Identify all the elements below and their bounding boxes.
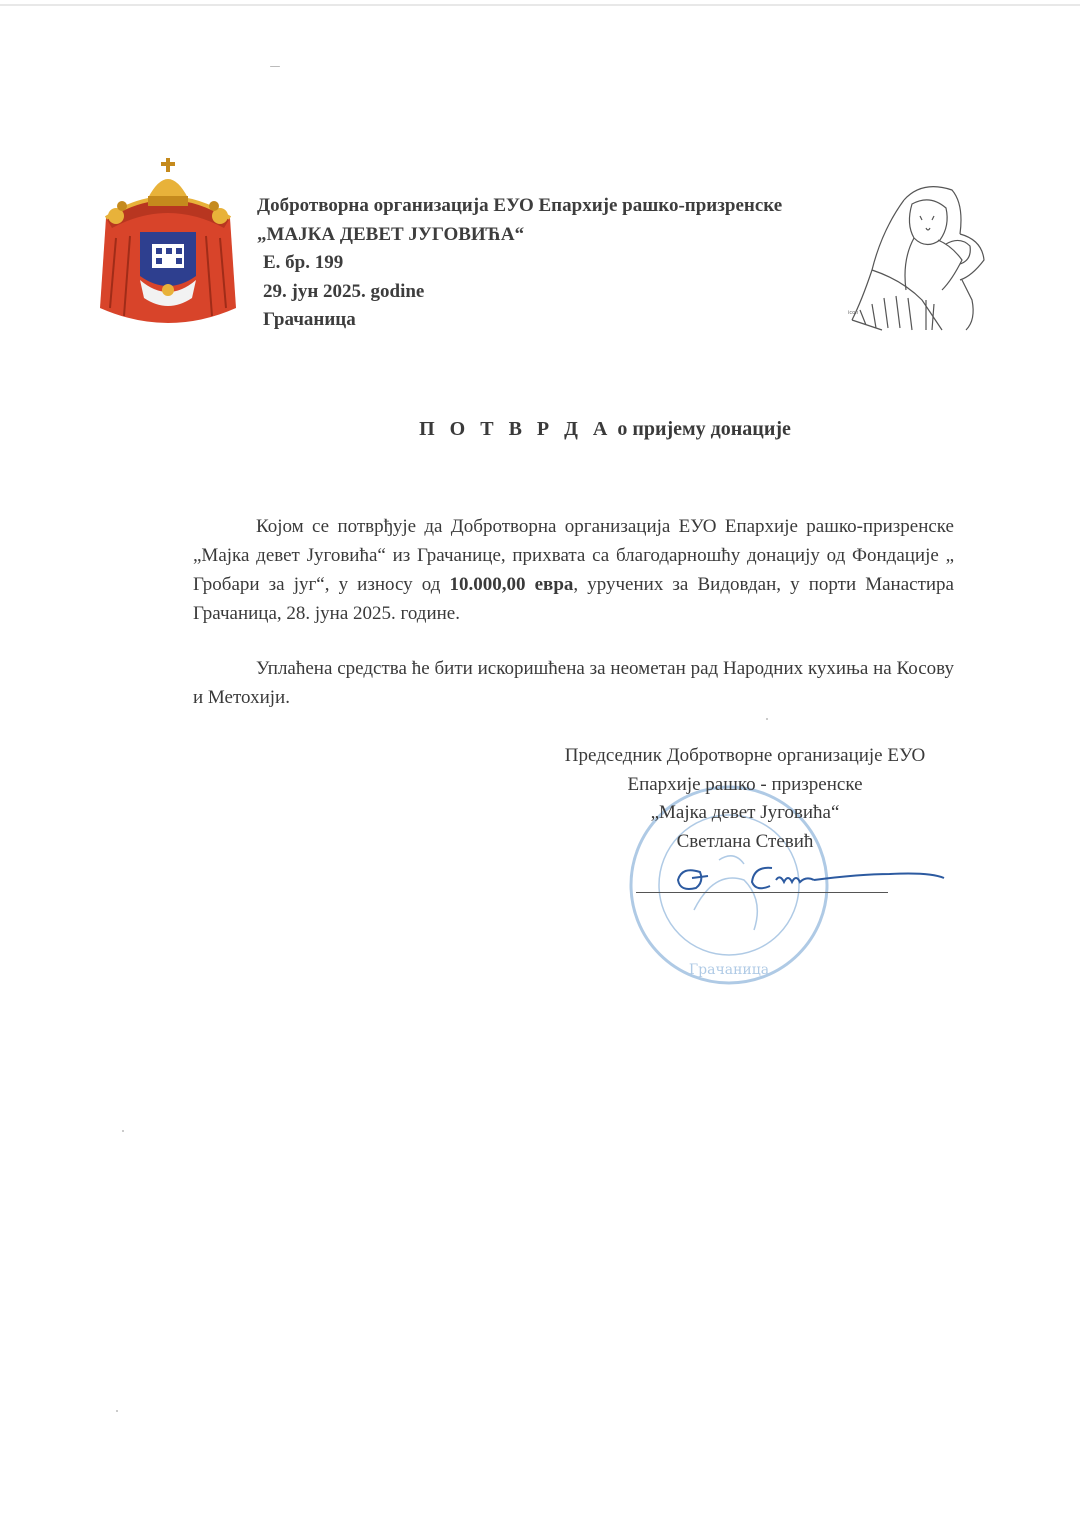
signatory-title-1: Председник Добротворне организације ЕУО: [564, 745, 926, 766]
reference-number: Е. бр. 199: [263, 252, 344, 273]
body-paragraph-1: [193, 512, 954, 628]
org-line: Добротворна организација ЕУО Епархије рашко-призренске: [257, 195, 783, 216]
title-spaced-word: П О Т В Р Д А: [419, 418, 613, 440]
para1-text-a: Којом се потврђује да Добротворна организација ЕУО Епархије рашко-призренске „Мајка девет Југовића“ из Грачанице, прихвата са благодарношћу донацију од Фондације „ Гробари за југ“, у износу од: [193, 516, 954, 595]
mother-and-child-drawing: [842, 180, 992, 332]
document-place: Грачаница: [263, 309, 356, 330]
diocese-crest-logo: [96, 158, 240, 334]
scan-speck: [270, 66, 280, 67]
svg-text:icon: icon: [848, 310, 859, 316]
stamp-text: Грачаница: [688, 962, 770, 978]
signatory-title-3: „Мајка девет Југовића“: [650, 802, 840, 823]
signatory-name: Светлана Стевић: [676, 830, 814, 852]
scan-edge-top: [0, 4, 1080, 6]
org-name: „МАЈКА ДЕВЕТ ЈУГОВИЋА“: [257, 223, 525, 245]
signature-block: [500, 742, 990, 856]
scan-speck: [766, 718, 768, 720]
scan-speck: [122, 1130, 124, 1132]
handwritten-signature: [630, 852, 950, 902]
para1-text-b: , уручених за Видовдан, у порти Манастира Грачаница, 28. јуна 2025. године.: [193, 574, 954, 624]
title-rest: о пријему донације: [612, 418, 791, 440]
document-date: 29. јун 2025. godine: [263, 280, 425, 302]
scan-speck: [116, 1410, 118, 1412]
body-paragraph-2: [193, 654, 954, 712]
letterhead: [257, 192, 857, 335]
donation-amount: 10.000,00 евра: [449, 574, 574, 595]
signature-line: [636, 892, 888, 893]
document-title: [0, 418, 1080, 441]
signatory-title-2: Епархије рашко - призренске: [627, 773, 863, 795]
para2-text: Уплаћена средства ће бити искоришћена за неометан рад Народних кухиња на Косову и Метохији.: [193, 658, 954, 708]
